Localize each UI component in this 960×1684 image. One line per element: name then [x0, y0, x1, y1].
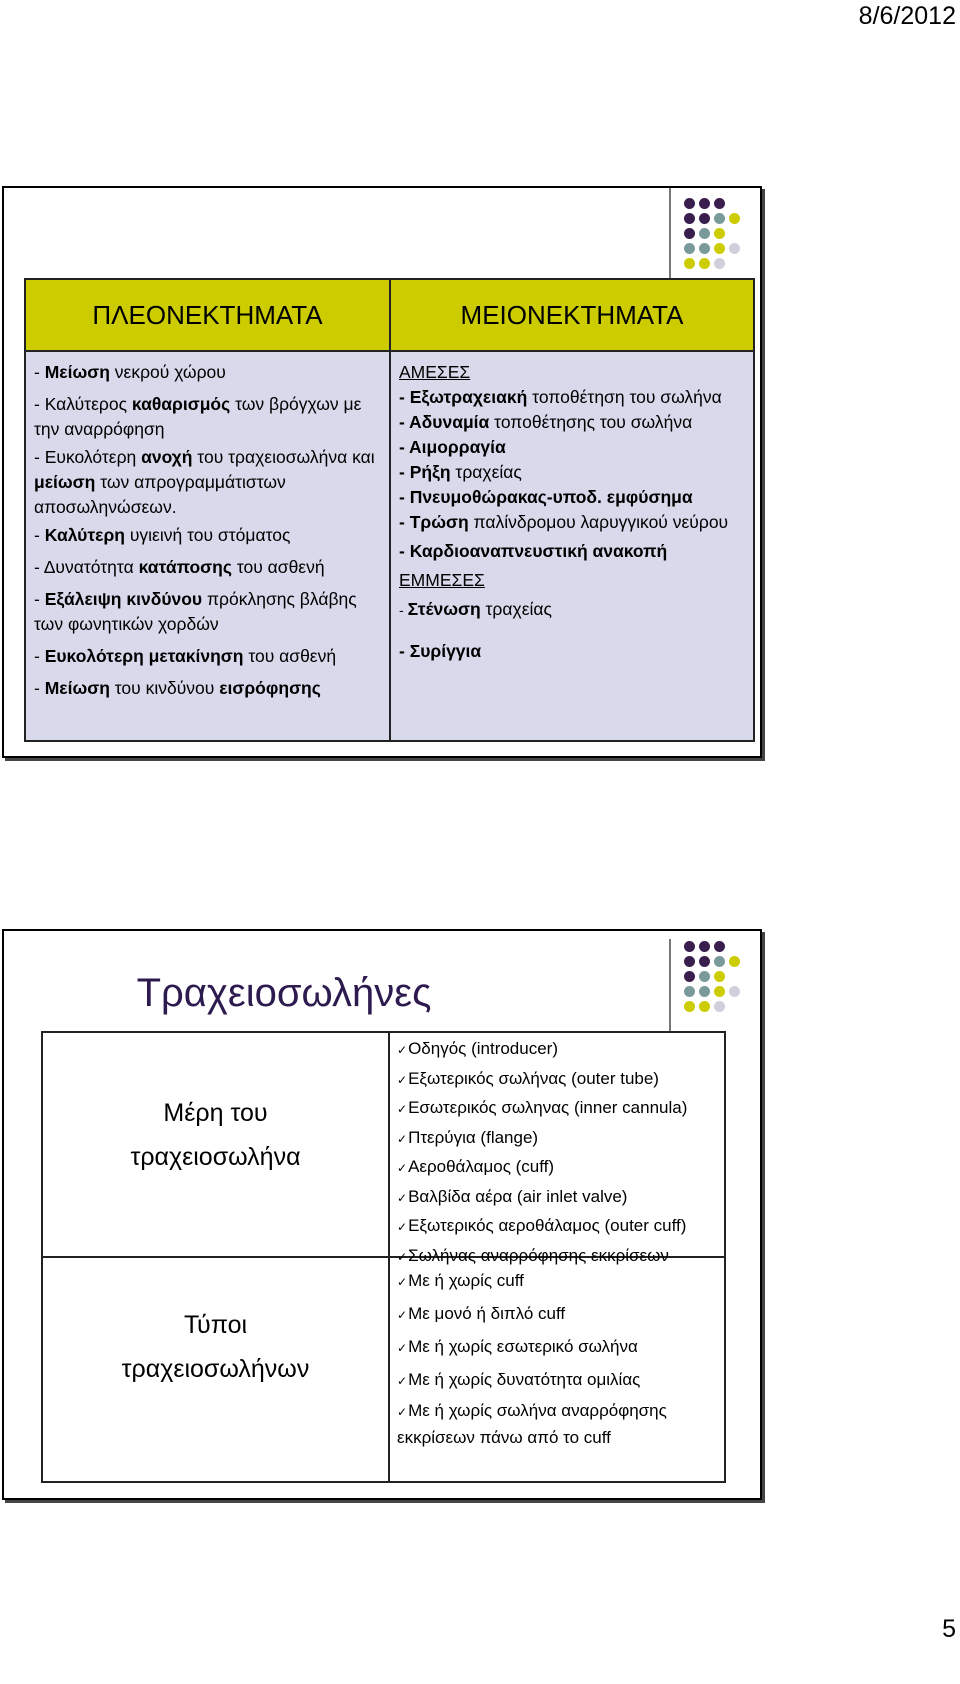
- parts-list: [397, 1035, 727, 1271]
- check-icon: ✓: [397, 1405, 408, 1419]
- tube-table: [41, 1031, 726, 1483]
- check-icon: ✓: [397, 1374, 408, 1388]
- list-item: - Στένωση τραχείας: [399, 599, 552, 619]
- column-divider: [389, 280, 391, 740]
- list-item: ✓Με ή χωρίς δυνατότητα ομιλίας: [397, 1370, 641, 1389]
- parts-label: Μέρη του τραχειοσωλήνα: [130, 1099, 301, 1171]
- types-label: Τύποι τραχειοσωλήνων: [121, 1311, 310, 1383]
- check-icon: ✓: [397, 1308, 408, 1322]
- disadvantages-header: ΜΕΙΟΝΕΚΤΗΜΑΤΑ: [391, 280, 753, 352]
- list-item: - Μείωση του κινδύνου εισρόφησης: [34, 678, 321, 698]
- list-item: - Μείωση νεκρού χώρου: [34, 362, 226, 382]
- list-item: ✓Εξωτερικός αεροθάλαμος (outer cuff): [397, 1216, 687, 1235]
- decor-line: [669, 939, 671, 1031]
- slide-title: Τραχειοσωλήνες: [136, 971, 432, 1015]
- list-item-continuation: εκκρίσεων πάνω από το cuff: [397, 1428, 611, 1447]
- list-item: ✓Με μονό ή διπλό cuff: [397, 1304, 566, 1323]
- list-item: ✓Πτερύγια (flange): [397, 1127, 539, 1147]
- list-item: ✓Εσωτερικός σωληνας (inner cannula): [397, 1098, 688, 1117]
- list-item: - Ευκολότερη μετακίνηση του ασθενή: [34, 646, 337, 666]
- list-item: ✓Σωλήνας αναρρόφησης εκκρίσεων: [397, 1245, 669, 1265]
- check-icon: ✓: [397, 1043, 408, 1057]
- list-item: - Δυνατότητα κατάποσης του ασθενή: [34, 557, 325, 577]
- list-item: - Εξωτραχειακή τοποθέτηση του σωλήνα: [399, 387, 722, 407]
- list-item: ✓Αεροθάλαμος (cuff): [397, 1157, 555, 1176]
- list-item: - Ευκολότερη ανοχή του τραχειοσωλήνα και μείωση των απρογραμμάτιστων αποσωληνώσεων.: [34, 447, 375, 517]
- check-icon: ✓: [397, 1072, 408, 1087]
- types-list: [397, 1265, 727, 1450]
- page-date: 8/6/2012: [858, 2, 956, 30]
- advantages-header: ΠΛΕΟΝΕΚΤΗΜΑΤΑ: [26, 280, 389, 352]
- check-icon: ✓: [397, 1102, 408, 1116]
- list-item: - Τρώση παλίνδρομου λαρυγγικού νεύρου: [399, 512, 729, 532]
- list-item: - Καλύτερη υγιεινή του στόματος: [34, 525, 291, 545]
- list-item: - Καλύτερος καθαρισμός των βρόγχων με την αναρρόφηση: [34, 394, 362, 439]
- list-item: - Καρδιοαναπνευστική ανακοπή: [399, 541, 668, 561]
- direct-label: ΑΜΕΣΕΣ: [399, 362, 471, 382]
- check-icon: ✓: [397, 1341, 408, 1355]
- indirect-label: ΕΜΜΕΣΕΣ: [399, 570, 485, 590]
- list-item: - Συρίγγια: [399, 641, 482, 661]
- list-item: ✓Με ή χωρίς σωλήνα αναρρόφησης: [397, 1401, 667, 1420]
- list-item: ✓Εξωτερικός σωλήνας (outer tube): [397, 1068, 659, 1088]
- list-item: - Αδυναμία τοποθέτησης του σωλήνα: [399, 412, 693, 432]
- decor-line: [669, 188, 671, 278]
- check-icon: ✓: [397, 1275, 408, 1289]
- list-item: - Πνευμοθώρακας-υποδ. εμφύσημα: [399, 487, 693, 507]
- list-item: ✓Οδηγός (introducer): [397, 1039, 558, 1058]
- page-number: 5: [942, 1615, 956, 1643]
- advantages-list: [34, 360, 384, 708]
- slide-tracheostomy-tubes: [2, 929, 762, 1500]
- advantages-table: [24, 278, 755, 742]
- list-item: - Ρήξη τραχείας: [399, 462, 522, 482]
- check-icon: ✓: [397, 1190, 408, 1205]
- check-icon: ✓: [397, 1131, 408, 1146]
- list-item: - Εξάλειψη κινδύνου πρόκλησης βλάβης των φωνητικών χορδών: [34, 589, 357, 634]
- list-item: ✓Με ή χωρίς εσωτερικό σωλήνα: [397, 1337, 638, 1356]
- list-item: ✓Με ή χωρίς cuff: [397, 1271, 524, 1290]
- slide-advantages-disadvantages: [2, 186, 762, 758]
- check-icon: ✓: [397, 1161, 408, 1175]
- list-item: - Αιμορραγία: [399, 437, 506, 457]
- check-icon: ✓: [397, 1249, 408, 1264]
- check-icon: ✓: [397, 1220, 408, 1234]
- list-item: ✓Βαλβίδα αέρα (air inlet valve): [397, 1186, 628, 1206]
- disadvantages-list: [399, 360, 749, 664]
